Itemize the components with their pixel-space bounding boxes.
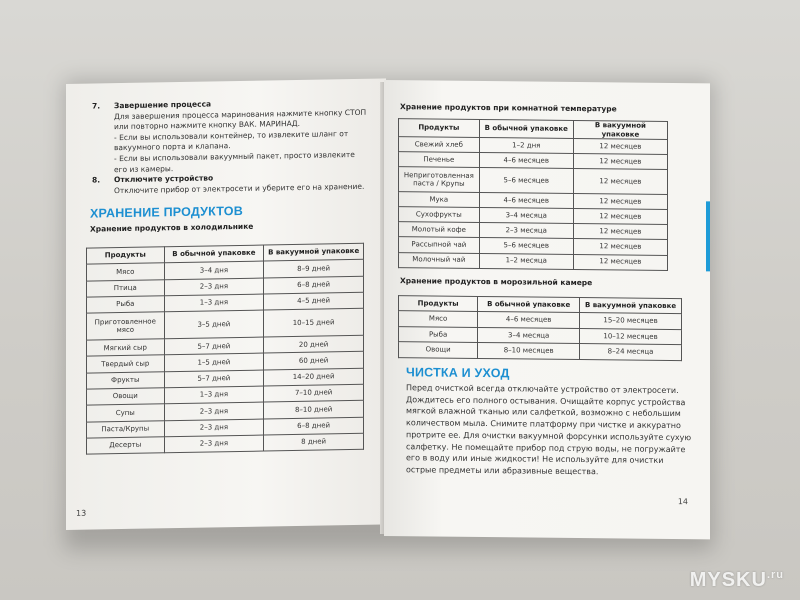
table-cell: 10–15 дней [264, 308, 364, 337]
step-line: вакуумного порта и клапана. [114, 141, 231, 153]
column-header: В вакуумной упаковке [580, 298, 682, 314]
table-cell: 4–6 месяцев [478, 312, 580, 328]
room-table-title: Хранение продуктов при комнатной температуре [400, 102, 617, 114]
table-cell: Приготовленное мясо [87, 312, 165, 340]
table-cell: 4–6 месяцев [479, 153, 573, 169]
steps-list [92, 97, 380, 197]
step-line: Для завершения процесса маринования нажмите кнопку СТОП [114, 107, 367, 121]
table-cell: Молотый кофе [399, 222, 480, 238]
table-cell: Паста/Крупы [87, 420, 165, 438]
table-cell: 12 месяцев [573, 194, 667, 210]
step-title: Отключите устройство [114, 173, 214, 185]
table-cell: Молочный чай [399, 252, 480, 268]
table-cell: 2–3 месяца [479, 223, 573, 239]
table-cell: Фрукты [87, 372, 165, 390]
table-cell: Рыба [399, 326, 478, 342]
table-cell: 2–3 дня [164, 278, 264, 296]
table-cell: 8–9 дней [264, 260, 364, 278]
table-cell: 3–4 месяца [478, 327, 580, 343]
room-table [398, 118, 668, 270]
table-cell: 1–3 дня [164, 386, 264, 404]
step-line: Отключите прибор от электросети и уберите его на хранение. [114, 181, 365, 195]
table-cell: Овощи [87, 388, 165, 406]
table-cell: Десерты [87, 437, 165, 455]
table-cell: 8–24 месяца [580, 344, 682, 360]
table-cell: 12 месяцев [573, 254, 667, 270]
step-line: или повторно нажмите кнопку ВАК. МАРИНАД. [114, 119, 300, 132]
table-cell: 1–3 дня [164, 294, 264, 312]
freezer-table-title: Хранение продуктов в морозильной камере [400, 276, 593, 288]
table-cell: 8 дней [264, 433, 364, 451]
right-page [384, 80, 710, 539]
left-page [66, 78, 386, 530]
table-cell: Рыба [87, 296, 165, 314]
fridge-table-title: Хранение продуктов в холодильнике [90, 221, 254, 234]
table-cell: Сухофрукты [399, 207, 480, 223]
column-header: Продукты [399, 296, 478, 312]
table-cell: Супы [87, 404, 165, 422]
table-cell: Птица [87, 279, 165, 297]
step-line: - Если вы использовали контейнер, то извлеките шланг от [114, 128, 349, 142]
table-cell: Неприготовленная паста / Крупы [399, 167, 480, 193]
step-line: - Если вы использовали вакуумный пакет, просто извлеките [114, 149, 355, 164]
care-paragraph: Перед очисткой всегда отключайте устройство от электросети. Дождитесь его полного остывания. Очищайте корпус устройства мягкой влажной тканью или салфеткой, возможно с небольшим количеством мыла. Снимите платформу при чистке и аккуратно протрите ее. Для очистки вакуумной форсунки используйте сухую салфетку. Не помещайте прибор под струю воды, не погружайте его в воду или иные жидкости! Не используйте для очистки острые предметы или абразивные вещества. [406, 383, 692, 477]
table-cell: 2–3 дня [164, 435, 264, 453]
table-row [399, 342, 682, 360]
table-cell: Рассыпной чай [399, 237, 480, 253]
page-number-right: 14 [677, 497, 688, 507]
step-number: 8. [92, 175, 101, 185]
table-cell: 12 месяцев [573, 154, 667, 170]
table-cell: 10–12 месяцев [580, 328, 682, 344]
table-cell: 6–8 дней [264, 417, 364, 435]
page-number-left: 13 [76, 508, 87, 518]
watermark-text: MYSKU [689, 569, 767, 591]
step-title: Завершение процесса [114, 99, 212, 111]
blue-edge-tab [706, 201, 710, 271]
column-header: В вакуумной упаковке [573, 120, 667, 139]
column-header: В обычной упаковке [478, 296, 580, 312]
table-row [399, 252, 668, 270]
table-cell: Овощи [399, 342, 478, 358]
table-cell: 14–20 дней [264, 368, 364, 386]
table-cell: Мясо [399, 311, 478, 327]
table-cell: 5–7 дней [164, 370, 264, 388]
watermark-suffix: .ru [766, 569, 784, 581]
table-cell: 1–5 дней [164, 354, 264, 372]
table-cell: 12 месяцев [573, 239, 667, 255]
table-cell: 8–10 дней [264, 401, 364, 419]
step-number: 7. [92, 101, 101, 111]
table-cell: 60 дней [264, 352, 364, 370]
table-cell: 12 месяцев [573, 209, 667, 225]
table-cell: Мягкий сыр [87, 339, 165, 357]
table-cell: 1–2 месяца [479, 253, 573, 269]
column-header: Продукты [399, 119, 480, 138]
table-row [399, 167, 668, 195]
table-cell: 8–10 месяцев [478, 343, 580, 359]
table-cell: 2–3 дня [164, 402, 264, 420]
table-cell: 5–6 месяцев [479, 238, 573, 254]
table-cell: 12 месяцев [573, 224, 667, 240]
table-cell: 15–20 месяцев [580, 313, 682, 329]
table-cell: 5–7 дней [164, 337, 264, 355]
table-cell: 4–6 месяцев [479, 193, 573, 209]
freezer-table [398, 295, 682, 361]
table-row [87, 433, 364, 454]
column-header: В обычной упаковке [164, 245, 264, 263]
table-cell: Твердый сыр [87, 355, 165, 373]
table-cell: 20 дней [264, 335, 364, 353]
table-cell: Печенье [399, 152, 480, 168]
table-cell: 2–3 дня [164, 419, 264, 437]
step-line: его из камеры. [114, 163, 174, 174]
column-header: В вакуумной упаковке [264, 243, 364, 261]
column-header: В обычной упаковке [479, 119, 573, 138]
table-cell: 3–5 дней [164, 310, 264, 339]
table-cell: 12 месяцев [573, 138, 667, 154]
watermark-logo [690, 569, 784, 592]
table-cell: Мясо [87, 263, 165, 281]
table-cell: 3–4 месяца [479, 208, 573, 224]
table-cell: 1–2 дня [479, 137, 573, 153]
column-header: Продукты [87, 247, 165, 265]
table-cell: 6–8 дней [264, 276, 364, 294]
fridge-table [86, 243, 364, 455]
table-cell: 4–5 дней [264, 292, 364, 310]
table-cell: Мука [399, 192, 480, 208]
table-cell: 3–4 дня [164, 261, 264, 279]
table-cell: Свежий хлеб [399, 137, 480, 153]
table-cell: 5–6 месяцев [479, 168, 573, 194]
table-cell: 7–10 дней [264, 384, 364, 402]
table-cell: 12 месяцев [573, 169, 667, 195]
storage-section-title: ХРАНЕНИЕ ПРОДУКТОВ [90, 203, 243, 221]
care-section-title: ЧИСТКА И УХОД [406, 365, 510, 381]
